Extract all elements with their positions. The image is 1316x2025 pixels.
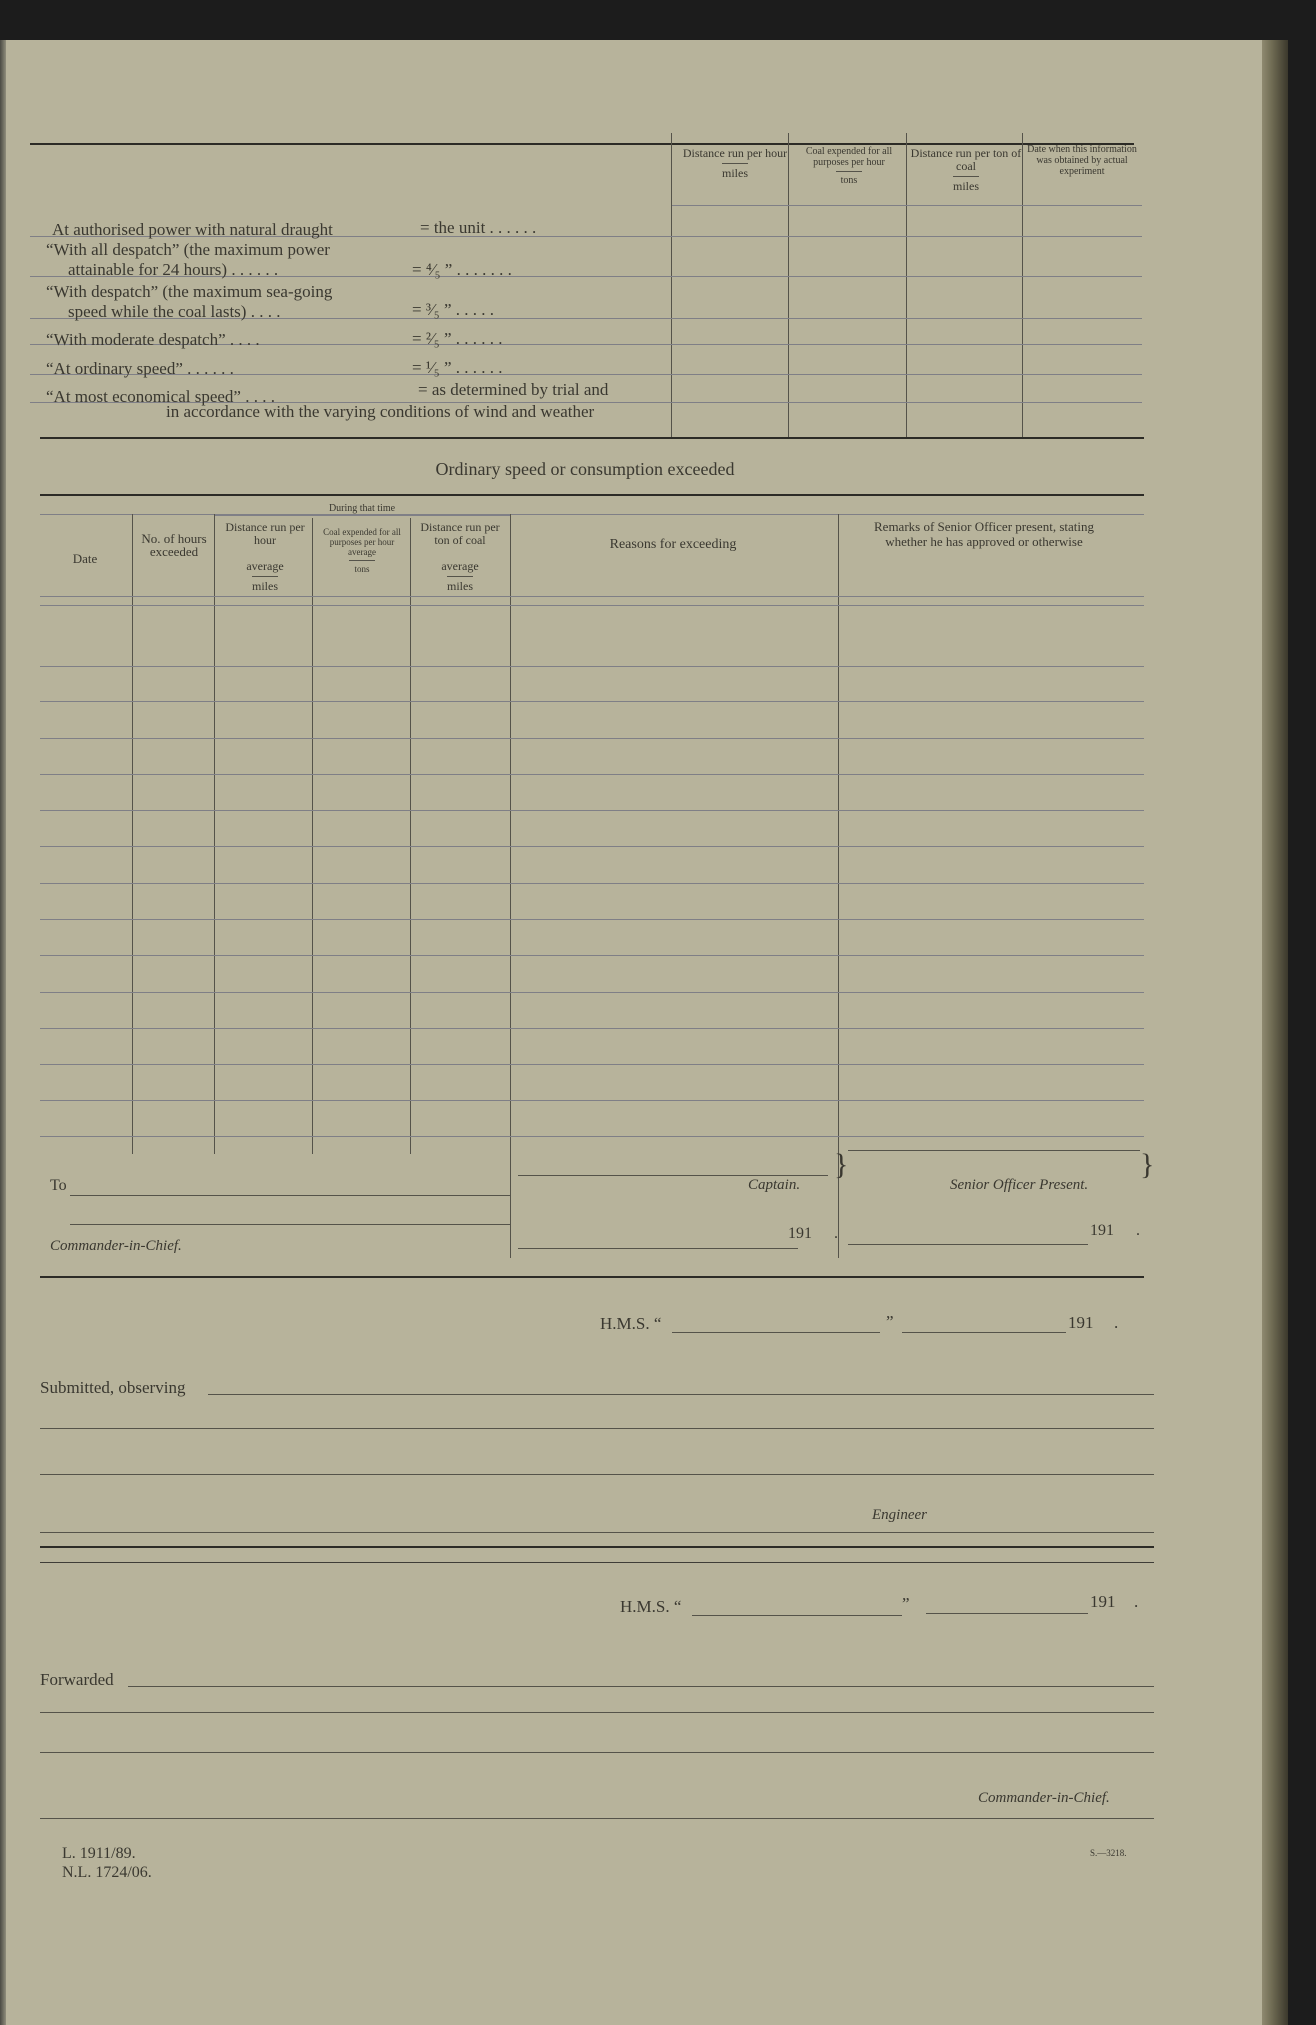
during-underline: [214, 515, 510, 516]
year-191: 191: [1090, 1592, 1116, 1611]
commander-label: Commander-in-Chief.: [978, 1790, 1110, 1806]
block-rule-thin: [40, 1562, 1154, 1563]
header-distance-per-hour: Distance run per hour miles: [682, 146, 788, 180]
ruled-line: [40, 774, 1144, 775]
forwarded-line-2[interactable]: [40, 1712, 1154, 1713]
quote-close: ”: [902, 1594, 910, 1613]
submitted-line-2[interactable]: [40, 1428, 1154, 1429]
header-reasons: Reasons for exceeding: [609, 537, 737, 552]
row-ratio: = the unit . . . . . .: [420, 218, 537, 237]
col-divider: [671, 133, 672, 437]
brace-glyph: }: [1140, 1148, 1155, 1181]
hms-label: H.M.S. “: [600, 1314, 662, 1333]
ruled-line: [40, 1028, 1144, 1029]
header-coal-per-hour: Coal expended for all purposes per hour average tons: [323, 527, 401, 574]
section-rule: [40, 494, 1144, 496]
submitted-line-3[interactable]: [40, 1474, 1154, 1475]
row-ordinary-speed: “At ordinary speed” . . . . . .: [46, 359, 234, 378]
commander-label: Commander-in-Chief.: [50, 1238, 182, 1254]
hms-label: H.M.S. “: [620, 1597, 682, 1616]
senior-date-line[interactable]: [848, 1244, 1088, 1245]
block-rule: [40, 1546, 1154, 1548]
row-authorised-power: At authorised power with natural draught: [52, 220, 333, 239]
col-divider: [1022, 133, 1023, 437]
senior-line[interactable]: [848, 1150, 1140, 1151]
forwarded-label: Forwarded: [40, 1670, 114, 1689]
top-table-rule: [30, 143, 1134, 145]
col-divider: [788, 133, 789, 437]
col-divider: [312, 518, 313, 1154]
block-rule: [40, 1276, 1144, 1278]
forwarded-line-4[interactable]: [40, 1818, 1154, 1819]
row-economical-speed-cont: in accordance with the varying conditions of wind and weather: [166, 402, 595, 421]
reference-1: L. 1911/89.: [62, 1845, 136, 1862]
ruled-line: [40, 846, 1144, 847]
year-191: 191: [1068, 1313, 1094, 1332]
ruled-line: [40, 919, 1144, 920]
ship-name-line[interactable]: [672, 1332, 880, 1333]
submitted-label: Submitted, observing: [40, 1378, 186, 1397]
col-divider: [906, 133, 907, 437]
col-divider: [838, 514, 839, 1258]
year-191: 191: [788, 1225, 812, 1242]
row-ratio: = ³⁄₅ ” . . . . .: [412, 300, 494, 319]
senior-officer-label: Senior Officer Present.: [950, 1177, 1089, 1193]
captain-label: Captain.: [748, 1177, 801, 1193]
captain-line[interactable]: [518, 1175, 828, 1176]
ruled-line: [40, 738, 1144, 739]
ruled-line: [40, 955, 1144, 956]
year-191: 191: [1090, 1222, 1114, 1239]
row-moderate-despatch: “With moderate despatch” . . . .: [46, 330, 260, 349]
table-top-line: [40, 514, 1144, 515]
form-number: S.—3218.: [1090, 1848, 1127, 1858]
page-edge: [1262, 40, 1288, 2025]
date-line[interactable]: [902, 1332, 1066, 1333]
to-line-2[interactable]: [70, 1224, 510, 1225]
engineer-label: Engineer: [872, 1507, 927, 1523]
row-despatch-cont: speed while the coal lasts) . . . .: [68, 302, 281, 321]
ruled-line: [40, 666, 1144, 667]
captain-date-line[interactable]: [518, 1248, 798, 1249]
period: .: [1134, 1592, 1139, 1611]
to-line[interactable]: [70, 1195, 510, 1196]
row-ratio: = ⁴⁄₅ ” . . . . . . .: [412, 260, 512, 279]
submitted-line-4[interactable]: [40, 1532, 1154, 1533]
top-table-bottom-rule: [40, 437, 1144, 439]
header-hours-exceeded: No. of hours exceeded: [141, 531, 207, 559]
header-date: Date: [72, 551, 98, 566]
row-ratio: = ²⁄₅ ” . . . . . .: [412, 329, 503, 348]
col-divider: [510, 514, 511, 1258]
col-divider: [410, 518, 411, 1154]
date-line[interactable]: [926, 1613, 1088, 1614]
col-divider: [214, 514, 215, 1154]
row-all-despatch: “With all despatch” (the maximum power: [46, 240, 330, 259]
ruled-line: [40, 701, 1144, 702]
reference-2: N.L. 1724/06.: [62, 1864, 152, 1881]
ruled-line: [40, 1136, 1144, 1137]
header-bottom-line: [40, 596, 1144, 597]
header-underline: [672, 205, 1142, 206]
header-remarks: Remarks of Senior Officer present, stating whether he has approved or otherwise: [874, 519, 1094, 549]
period: .: [1114, 1313, 1119, 1332]
period: .: [1136, 1222, 1140, 1239]
section-title: Ordinary speed or consumption exceeded: [435, 459, 735, 479]
quote-close: ”: [886, 1312, 894, 1331]
ruled-line: [40, 992, 1144, 993]
submitted-line[interactable]: [208, 1394, 1154, 1395]
header-coal-per-hour: Coal expended for all purposes per hour tons: [805, 146, 893, 186]
ruled-line: [40, 883, 1144, 884]
ruled-line: [40, 1100, 1144, 1101]
ruled-line: [40, 1064, 1144, 1065]
row-ratio: = ¹⁄₅ ” . . . . . .: [412, 358, 503, 377]
row-all-despatch-cont: attainable for 24 hours) . . . . . .: [68, 260, 279, 279]
col-divider: [132, 514, 133, 1154]
to-label: To: [50, 1177, 67, 1194]
header-during-time: During that time: [328, 503, 396, 514]
header-bottom-line: [40, 605, 1144, 606]
forwarded-line-3[interactable]: [40, 1752, 1154, 1753]
forwarded-line[interactable]: [128, 1686, 1154, 1687]
header-date-experiment: Date when this information was obtained by actual experiment: [1027, 144, 1137, 177]
row-economical-speed: “At most economical speed” . . . .: [46, 387, 275, 406]
ruled-line: [40, 810, 1144, 811]
header-distance-per-hour: Distance run per hour average miles: [225, 520, 305, 593]
header-distance-per-ton: Distance run per ton of coal miles: [910, 146, 1022, 193]
row-despatch: “With despatch” (the maximum sea-going: [46, 282, 333, 301]
ship-name-line[interactable]: [692, 1615, 902, 1616]
header-distance-per-ton: Distance run per ton of coal average miles: [420, 520, 500, 593]
row-ratio: = as determined by trial and: [418, 380, 609, 399]
period: .: [834, 1225, 838, 1242]
brace-glyph: }: [834, 1148, 849, 1181]
